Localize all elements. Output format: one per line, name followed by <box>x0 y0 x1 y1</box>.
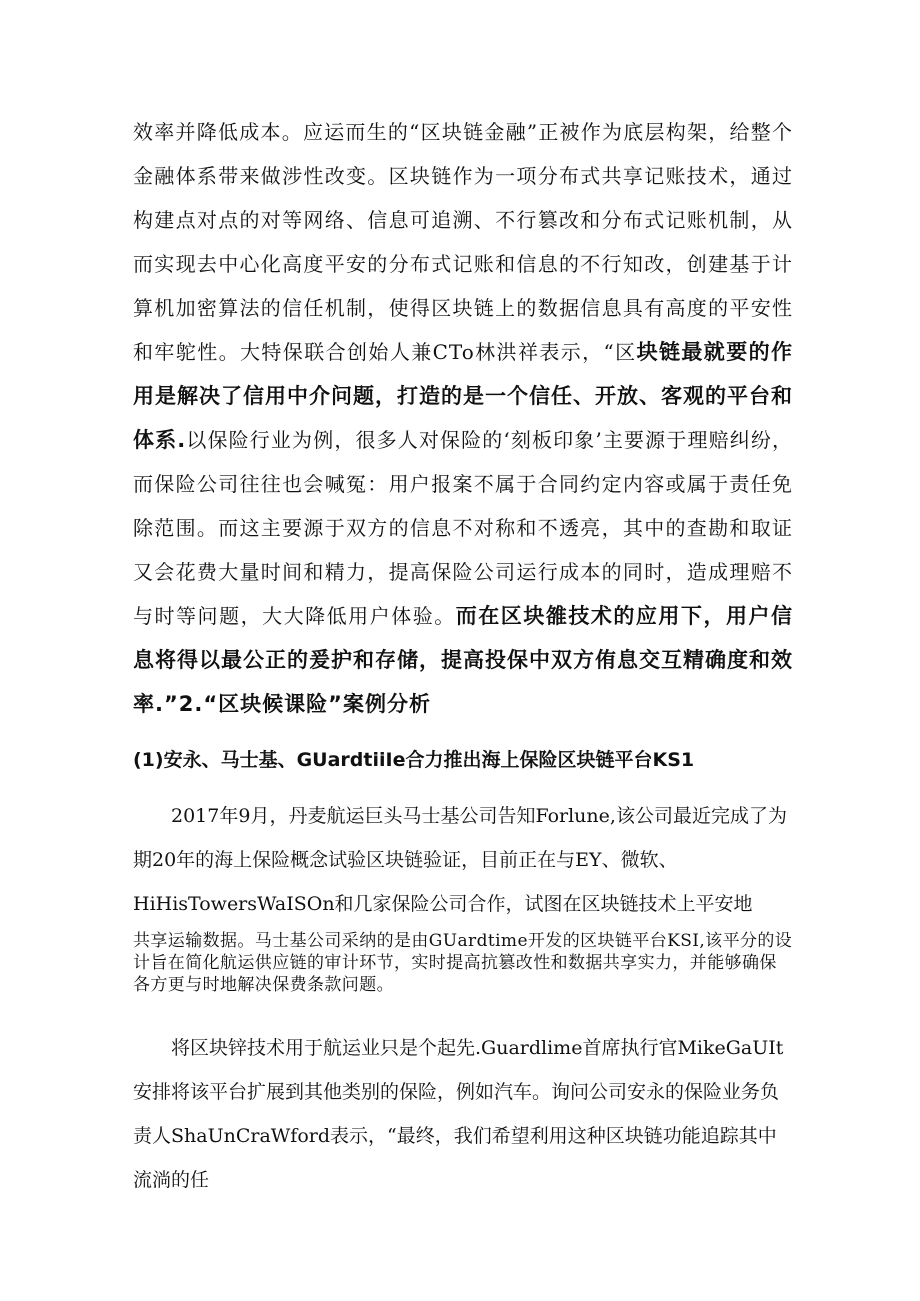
paragraph-guardtime-expansion: 将区块锌技术用于航运业只是个起先.Guardlime首席执行官MikeGaUIt安排将该平台扩展到其他类别的保险，例如汽车。询问公司安永的保险业务负责人ShaUnCraWford表示，“最终，我们希望利用这种区块链功能追踪其中流淌的任 <box>133 1037 784 1191</box>
section-heading: (1)安永、马士基、GUardtiiIe合力推出海上保险区块链平台KS1 <box>133 749 695 771</box>
paragraph-maersk-trial: 2017年9月，丹麦航运巨头马士基公司告知Forlune,该公司最近完成了为期20年的海上保险概念试验区块链验证，目前正在与EY、微软、HiHisTowersWaISOn和几家保险公司合作，试图在区块链技术上平安地 <box>133 805 787 915</box>
paragraph-1-text-a: 效率并降低成本。应运而生的“区块链金融”正被作为底层构架，给整个金融体系带来做涉性改变。区块链作为一项分布式共享记账技术，通过构建点对点的对等网络、信息可追溯、不行篡改和分布式记账机制，从而实现去中心化高度平安的分布式记账和信息的不行知改，创建基于计算机加密算法的信任机制，使得区块链上的数据信息具有高度的平安性和牢鸵性。大特保联合创始人兼CTo林洪祥表示，“区 <box>133 120 793 364</box>
paragraph-1-bold-b: 而在区块雒技术的应用下，用户信息将得以最公正的爰护和存储，提高投保中双方侑息交互精确度和效率.”2.“区块候课险”案例分析 <box>133 604 794 716</box>
paragraph-1-text-b: 以保险行业为例，很多人对保险的‘刻板印象’主要源于理赔纠纷，而保险公司往往也会喊冤：用户报案不属于合同约定内容或属于责任免除范围。而这主要源于双方的信息不对称和不透亮，其中的查勘和取证又会花费大量时间和精力，提高保险公司运行成本的同时，造成理赔不与时等问题，大大降低用户体验。 <box>133 428 793 628</box>
paragraph-1-bold-a: 块链最就要的作用是解决了信用中介问题，打造的是一个信任、开放、客观的平台和体系. <box>133 340 794 452</box>
paragraph-blockchain-finance <box>133 110 793 726</box>
paragraph-ksi-platform: 共享运输数据。马士基公司采纳的是由GUardtime开发的区块链平台KSI,该平分的设计旨在简化航运供应链的审计环节，实时提高抗篡改性和数据共享实力，并能够确保各方更与时地解决保费条款问题。 <box>133 931 793 995</box>
